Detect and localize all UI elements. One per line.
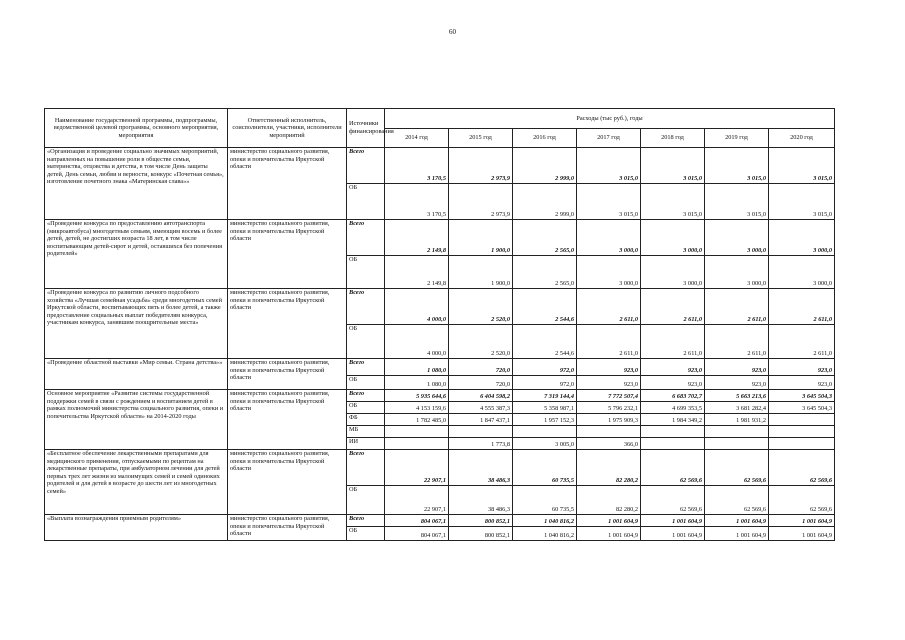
funding-source: ОБ: [347, 376, 385, 390]
expense-value: 2 611,0: [577, 289, 641, 325]
expense-value: 1 001 604,9: [705, 527, 769, 541]
expense-value: 804 067,1: [385, 527, 449, 541]
expense-value: 1 001 604,9: [641, 527, 705, 541]
expense-value: 923,0: [769, 359, 835, 376]
expense-value: 6 683 702,7: [641, 390, 705, 402]
expense-value: 3 015,0: [769, 184, 835, 220]
expense-value: 5 796 232,1: [577, 402, 641, 414]
expense-value: 2 611,0: [577, 325, 641, 359]
expense-value: [705, 426, 769, 438]
header-year: 2020 год: [769, 129, 835, 148]
expense-value: 3 000,0: [705, 256, 769, 289]
header-year: 2015 год: [449, 129, 513, 148]
header-year: 2014 год: [385, 129, 449, 148]
expense-value: 82 280,2: [577, 450, 641, 486]
header-expenses: Расходы (тыс руб.), годы: [385, 109, 835, 129]
expense-value: 1 782 485,0: [385, 414, 449, 426]
expense-value: 2 999,0: [513, 184, 577, 220]
expense-value: 3 000,0: [769, 220, 835, 256]
expense-value: 1 001 604,9: [577, 527, 641, 541]
expense-value: 62 569,6: [641, 486, 705, 515]
funding-source: МБ: [347, 426, 385, 438]
expense-value: 3 645 504,3: [769, 402, 835, 414]
expense-value: 3 000,0: [769, 256, 835, 289]
expense-value: 3 000,0: [577, 220, 641, 256]
expense-value: 720,0: [449, 359, 513, 376]
executor: министерство социального развития, опеки и попечительства Иркутской области: [228, 390, 347, 450]
expense-value: 1 900,0: [449, 256, 513, 289]
expense-value: 38 486,3: [449, 486, 513, 515]
funding-source: Всего: [347, 450, 385, 486]
expense-value: 6 404 598,2: [449, 390, 513, 402]
header-source: Источники финансирования: [347, 109, 385, 148]
expense-value: 82 280,2: [577, 486, 641, 515]
expense-value: [641, 438, 705, 450]
expense-value: 62 569,6: [641, 450, 705, 486]
funding-source: ОБ: [347, 184, 385, 220]
expense-value: 1 080,0: [385, 359, 449, 376]
expense-value: 923,0: [641, 376, 705, 390]
expense-value: 62 569,6: [769, 450, 835, 486]
expense-value: 2 611,0: [769, 325, 835, 359]
expense-value: 3 170,5: [385, 148, 449, 184]
expense-value: 1 040 816,2: [513, 527, 577, 541]
expense-value: 1 001 604,9: [577, 515, 641, 527]
funding-source: ИИ: [347, 438, 385, 450]
expense-value: 3 000,0: [705, 220, 769, 256]
expense-value: 3 015,0: [705, 148, 769, 184]
expense-value: 1 040 816,2: [513, 515, 577, 527]
expense-value: [577, 426, 641, 438]
expense-value: 3 000,0: [577, 256, 641, 289]
expense-value: 38 486,3: [449, 450, 513, 486]
expense-value: 4 699 353,5: [641, 402, 705, 414]
expense-value: 3 645 504,3: [769, 390, 835, 402]
expense-value: 2 565,0: [513, 220, 577, 256]
expense-value: 60 735,5: [513, 486, 577, 515]
funding-source: ОБ: [347, 402, 385, 414]
activity-name: «Проведение конкурса по предоставлению автотранспорта (микроавтобуса) многодетным семьям, имеющим восемь и более детей, детей, не достигших возраста 18 лет, в том числе воспитывающим детей-сирот и детей, оставшихся без попечения родителей»: [45, 220, 228, 289]
activity-name: «Проведение областной выставки «Мир семьи. Страна детства»»: [45, 359, 228, 390]
expense-value: 366,0: [577, 438, 641, 450]
expense-value: 972,0: [513, 359, 577, 376]
expense-value: 923,0: [705, 359, 769, 376]
expense-value: 3 015,0: [705, 184, 769, 220]
expense-value: 804 067,1: [385, 515, 449, 527]
expense-value: 800 852,1: [449, 515, 513, 527]
executor: министерство социального развития, опеки и попечительства Иркутской области: [228, 289, 347, 359]
executor: министерство социального развития, опеки и попечительства Иркутской области: [228, 359, 347, 390]
expense-value: 62 569,6: [705, 486, 769, 515]
expense-value: 1 984 349,2: [641, 414, 705, 426]
expense-value: 22 907,1: [385, 450, 449, 486]
expense-value: 3 015,0: [577, 148, 641, 184]
expense-value: 2 565,0: [513, 256, 577, 289]
funding-source: ОБ: [347, 527, 385, 541]
expense-value: 3 015,0: [641, 184, 705, 220]
funding-source: Всего: [347, 359, 385, 376]
expense-value: 2 611,0: [641, 325, 705, 359]
expense-value: 720,0: [449, 376, 513, 390]
expense-value: 2 999,0: [513, 148, 577, 184]
expense-value: [641, 426, 705, 438]
expense-value: 62 569,6: [705, 450, 769, 486]
expense-value: 1 001 604,9: [769, 527, 835, 541]
funding-source: Всего: [347, 148, 385, 184]
expense-value: 7 319 144,4: [513, 390, 577, 402]
table-row: [45, 450, 835, 486]
expense-value: 1 773,8: [449, 438, 513, 450]
expense-value: 923,0: [577, 376, 641, 390]
expense-value: 1 900,0: [449, 220, 513, 256]
expense-value: 923,0: [577, 359, 641, 376]
funding-source: Всего: [347, 220, 385, 256]
expense-value: 1 001 604,9: [769, 515, 835, 527]
expense-value: 4 153 159,6: [385, 402, 449, 414]
expense-value: 62 569,6: [769, 486, 835, 515]
expense-value: 5 935 644,6: [385, 390, 449, 402]
expense-value: 3 000,0: [641, 256, 705, 289]
expense-value: 2 520,0: [449, 289, 513, 325]
expense-value: [385, 438, 449, 450]
funding-source: ОБ: [347, 325, 385, 359]
expense-value: [769, 414, 835, 426]
expense-value: 5 663 213,6: [705, 390, 769, 402]
header-year: 2016 год: [513, 129, 577, 148]
expense-value: 2 611,0: [641, 289, 705, 325]
expense-value: 800 852,1: [449, 527, 513, 541]
expense-value: 2 973,9: [449, 184, 513, 220]
table-row: [45, 359, 835, 376]
expense-value: 2 544,6: [513, 289, 577, 325]
expense-value: [705, 438, 769, 450]
funding-source: Всего: [347, 515, 385, 527]
activity-name: Основное мероприятие «Развитие системы государственной поддержки семей в связи с рождением и воспитанием детей в рамках полномочий министерства социального развития, опеки и попечительства Иркутской области» на 2014-2020 годы: [45, 390, 228, 450]
expense-value: 1 975 909,3: [577, 414, 641, 426]
expense-value: 1 981 931,2: [705, 414, 769, 426]
expense-value: 60 735,5: [513, 450, 577, 486]
budget-table: [44, 108, 835, 541]
expense-value: 923,0: [705, 376, 769, 390]
expense-value: 923,0: [769, 376, 835, 390]
expense-value: 3 000,0: [641, 220, 705, 256]
expense-value: 3 005,0: [513, 438, 577, 450]
expense-value: 2 544,6: [513, 325, 577, 359]
header-year: 2017 год: [577, 129, 641, 148]
expense-value: [385, 426, 449, 438]
executor: министерство социального развития, опеки и попечительства Иркутской области: [228, 220, 347, 289]
activity-name: «Проведение конкурса по развитию личного подсобного хозяйства «Лучшая семейная усадьба» среди многодетных семей Иркутской области, воспитывающих пять и более детей, а также предоставление социальных выплат победителям конкурса, участникам конкурса, занявшим поощрительные места»: [45, 289, 228, 359]
expense-value: 4 555 387,3: [449, 402, 513, 414]
header-name: Наименование государственной программы, подпрограммы, ведомственной целевой программы, основного мероприятия, мероприятия: [45, 109, 228, 148]
expense-value: 2 611,0: [705, 325, 769, 359]
activity-name: «Выплата вознаграждения приемным родителям»: [45, 515, 228, 541]
expense-value: 3 015,0: [769, 148, 835, 184]
table-row: [45, 390, 835, 402]
table-row: [45, 289, 835, 325]
expense-value: [769, 426, 835, 438]
expense-value: 2 973,9: [449, 148, 513, 184]
expense-value: 3 681 282,4: [705, 402, 769, 414]
funding-source: ОБ: [347, 486, 385, 515]
expense-value: 2 149,8: [385, 256, 449, 289]
table-row: [45, 148, 835, 184]
page-number: 60: [449, 28, 456, 36]
header-year: 2018 год: [641, 129, 705, 148]
expense-value: 22 907,1: [385, 486, 449, 515]
expense-value: [769, 438, 835, 450]
expense-value: [449, 426, 513, 438]
expense-value: 5 358 987,1: [513, 402, 577, 414]
expense-value: 1 957 152,3: [513, 414, 577, 426]
expense-value: 1 847 437,1: [449, 414, 513, 426]
funding-source: Всего: [347, 390, 385, 402]
header-executor: Ответственный исполнитель, соисполнители, участники, исполнители мероприятий: [228, 109, 347, 148]
expense-value: 2 149,8: [385, 220, 449, 256]
expense-value: 3 015,0: [641, 148, 705, 184]
expense-value: 2 611,0: [705, 289, 769, 325]
expense-value: 1 001 604,9: [705, 515, 769, 527]
funding-source: Всего: [347, 289, 385, 325]
expense-value: 1 001 604,9: [641, 515, 705, 527]
expense-value: 3 170,5: [385, 184, 449, 220]
expense-value: 7 772 507,4: [577, 390, 641, 402]
expense-value: 2 520,0: [449, 325, 513, 359]
expense-value: 4 000,0: [385, 325, 449, 359]
executor: министерство социального развития, опеки и попечительства Иркутской области: [228, 148, 347, 220]
table-body: [45, 148, 835, 541]
expense-value: 972,0: [513, 376, 577, 390]
executor: министерство социального развития, опеки и попечительства Иркутской области: [228, 515, 347, 541]
table-row: [45, 515, 835, 527]
activity-name: «Организация и проведение социально значимых мероприятий, направленных на повышение роли в обществе семьи, материнства, отцовства и детства, в том числе День защиты детей, День семьи, любви и верности, конкурс «Почетная семья», изготовление почетного знака «Материнская слава»»: [45, 148, 228, 220]
table-row: [45, 220, 835, 256]
expense-value: 4 000,0: [385, 289, 449, 325]
expense-value: 923,0: [641, 359, 705, 376]
expense-value: 2 611,0: [769, 289, 835, 325]
executor: министерство социального развития, опеки и попечительства Иркутской области: [228, 450, 347, 515]
expense-value: 3 015,0: [577, 184, 641, 220]
expense-value: 1 080,0: [385, 376, 449, 390]
funding-source: ОБ: [347, 256, 385, 289]
funding-source: ФБ: [347, 414, 385, 426]
header-year: 2019 год: [705, 129, 769, 148]
activity-name: «Бесплатное обеспечение лекарственными препаратами для медицинского применения, отпускаемыми по рецептам на лекарственные препараты, при амбулаторном лечении для детей первых трех лет жизни из малоимущих семей и семей одиноких родителей и для детей в возрасте до шести лет из многодетных семей»: [45, 450, 228, 515]
expense-value: [513, 426, 577, 438]
